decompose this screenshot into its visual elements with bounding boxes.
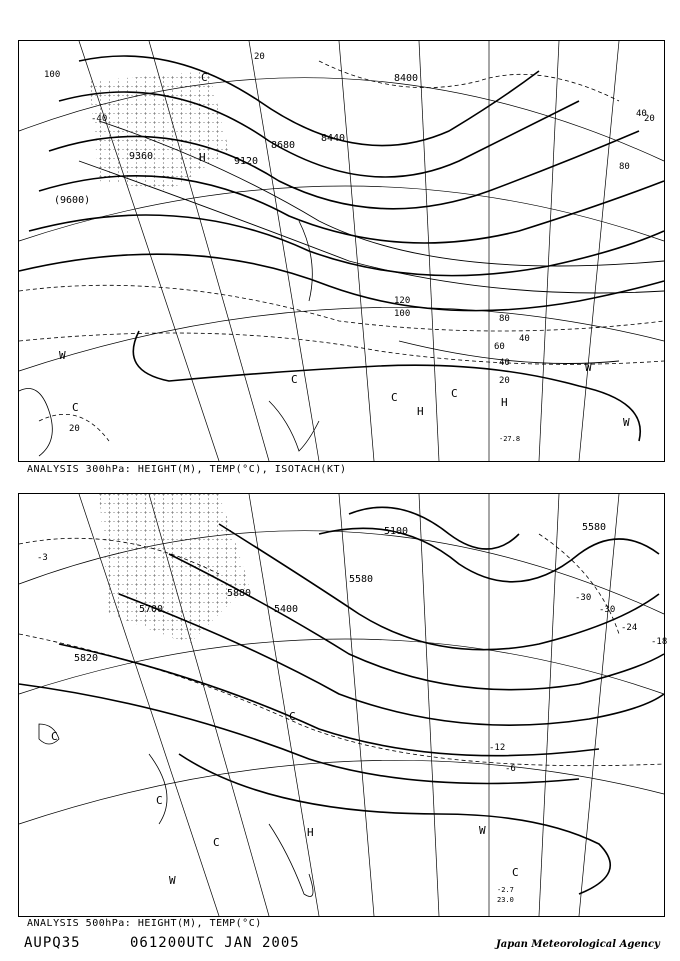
- height-label: 9120: [234, 156, 259, 167]
- height-label: 5880: [227, 588, 252, 599]
- temp-label: 100: [44, 70, 61, 80]
- height-label: 5100: [384, 526, 409, 537]
- height-label: 5820: [74, 653, 99, 664]
- temp-label: -24: [621, 623, 638, 633]
- isotach-label: 120: [394, 296, 411, 306]
- center-label: H: [307, 826, 314, 839]
- center-label: H: [199, 151, 206, 164]
- isotach-label: 80: [619, 162, 630, 172]
- height-label: 5580: [582, 522, 607, 533]
- center-label: W: [59, 349, 66, 362]
- station-value: -2.7: [497, 886, 514, 894]
- center-label: C: [201, 71, 208, 84]
- center-label: C: [289, 710, 296, 723]
- coastlines: [19, 221, 319, 456]
- top-panel-caption: ANALYSIS 300hPa: HEIGHT(M), TEMP(°C), ISOTACH(KT): [27, 464, 347, 475]
- height-label: 9360: [129, 151, 154, 162]
- height-label: 8440: [321, 133, 346, 144]
- coastlines: [39, 724, 313, 897]
- isotach-label: 40: [499, 358, 510, 368]
- center-label: C: [291, 373, 298, 386]
- center-label: W: [479, 824, 486, 837]
- isotach-label: 20: [499, 376, 510, 386]
- center-label: W: [623, 416, 630, 429]
- height-label: 8680: [271, 140, 296, 151]
- hatched-region: [89, 71, 229, 191]
- isotach-label: 80: [499, 314, 510, 324]
- station-value: 23.0: [497, 896, 514, 904]
- temp-label: -6: [505, 764, 516, 774]
- station-value: -27.8: [499, 435, 521, 443]
- height-label: 5580: [349, 574, 374, 585]
- temp-label: -30: [599, 605, 616, 615]
- temp-label: -40: [91, 114, 108, 124]
- height-label: 8400: [394, 73, 419, 84]
- agency-name: Japan Meteorological Agency: [496, 939, 660, 950]
- chart-300hpa-panel: [18, 40, 665, 462]
- isotach-label: 100: [394, 309, 411, 319]
- center-label: W: [169, 874, 176, 887]
- height-label: 5400: [274, 604, 299, 615]
- isotach-label: 20: [644, 114, 655, 124]
- center-label: C: [213, 836, 220, 849]
- valid-time: 061200UTC JAN 2005: [130, 935, 300, 951]
- center-label: C: [512, 866, 519, 879]
- center-label: C: [51, 730, 58, 743]
- center-label: C: [391, 391, 398, 404]
- center-label: H: [417, 405, 424, 418]
- temp-label: -3: [37, 553, 48, 563]
- center-label: C: [72, 401, 79, 414]
- temp-label: 20: [69, 424, 80, 434]
- height-label: 5700: [139, 604, 164, 615]
- chart-300hpa-map: [19, 41, 664, 461]
- center-label: C: [156, 794, 163, 807]
- isotach-label: 40: [636, 109, 647, 119]
- chart-500hpa-panel: [18, 493, 668, 917]
- center-label: H: [501, 396, 508, 409]
- temp-label: 40: [519, 334, 530, 344]
- temp-label: -30: [575, 593, 592, 603]
- temp-label: -12: [489, 743, 506, 753]
- bottom-panel-caption: ANALYSIS 500hPa: HEIGHT(M), TEMP(°C): [27, 918, 262, 929]
- product-code: AUPQ35: [24, 935, 81, 951]
- isotach-label: 60: [494, 342, 505, 352]
- height-label: (9600): [54, 195, 91, 206]
- center-label: W: [585, 361, 592, 374]
- chart-500hpa-map: [19, 494, 668, 916]
- isotach-label: 20: [254, 52, 265, 62]
- temp-label: -18: [651, 637, 668, 647]
- center-label: C: [451, 387, 458, 400]
